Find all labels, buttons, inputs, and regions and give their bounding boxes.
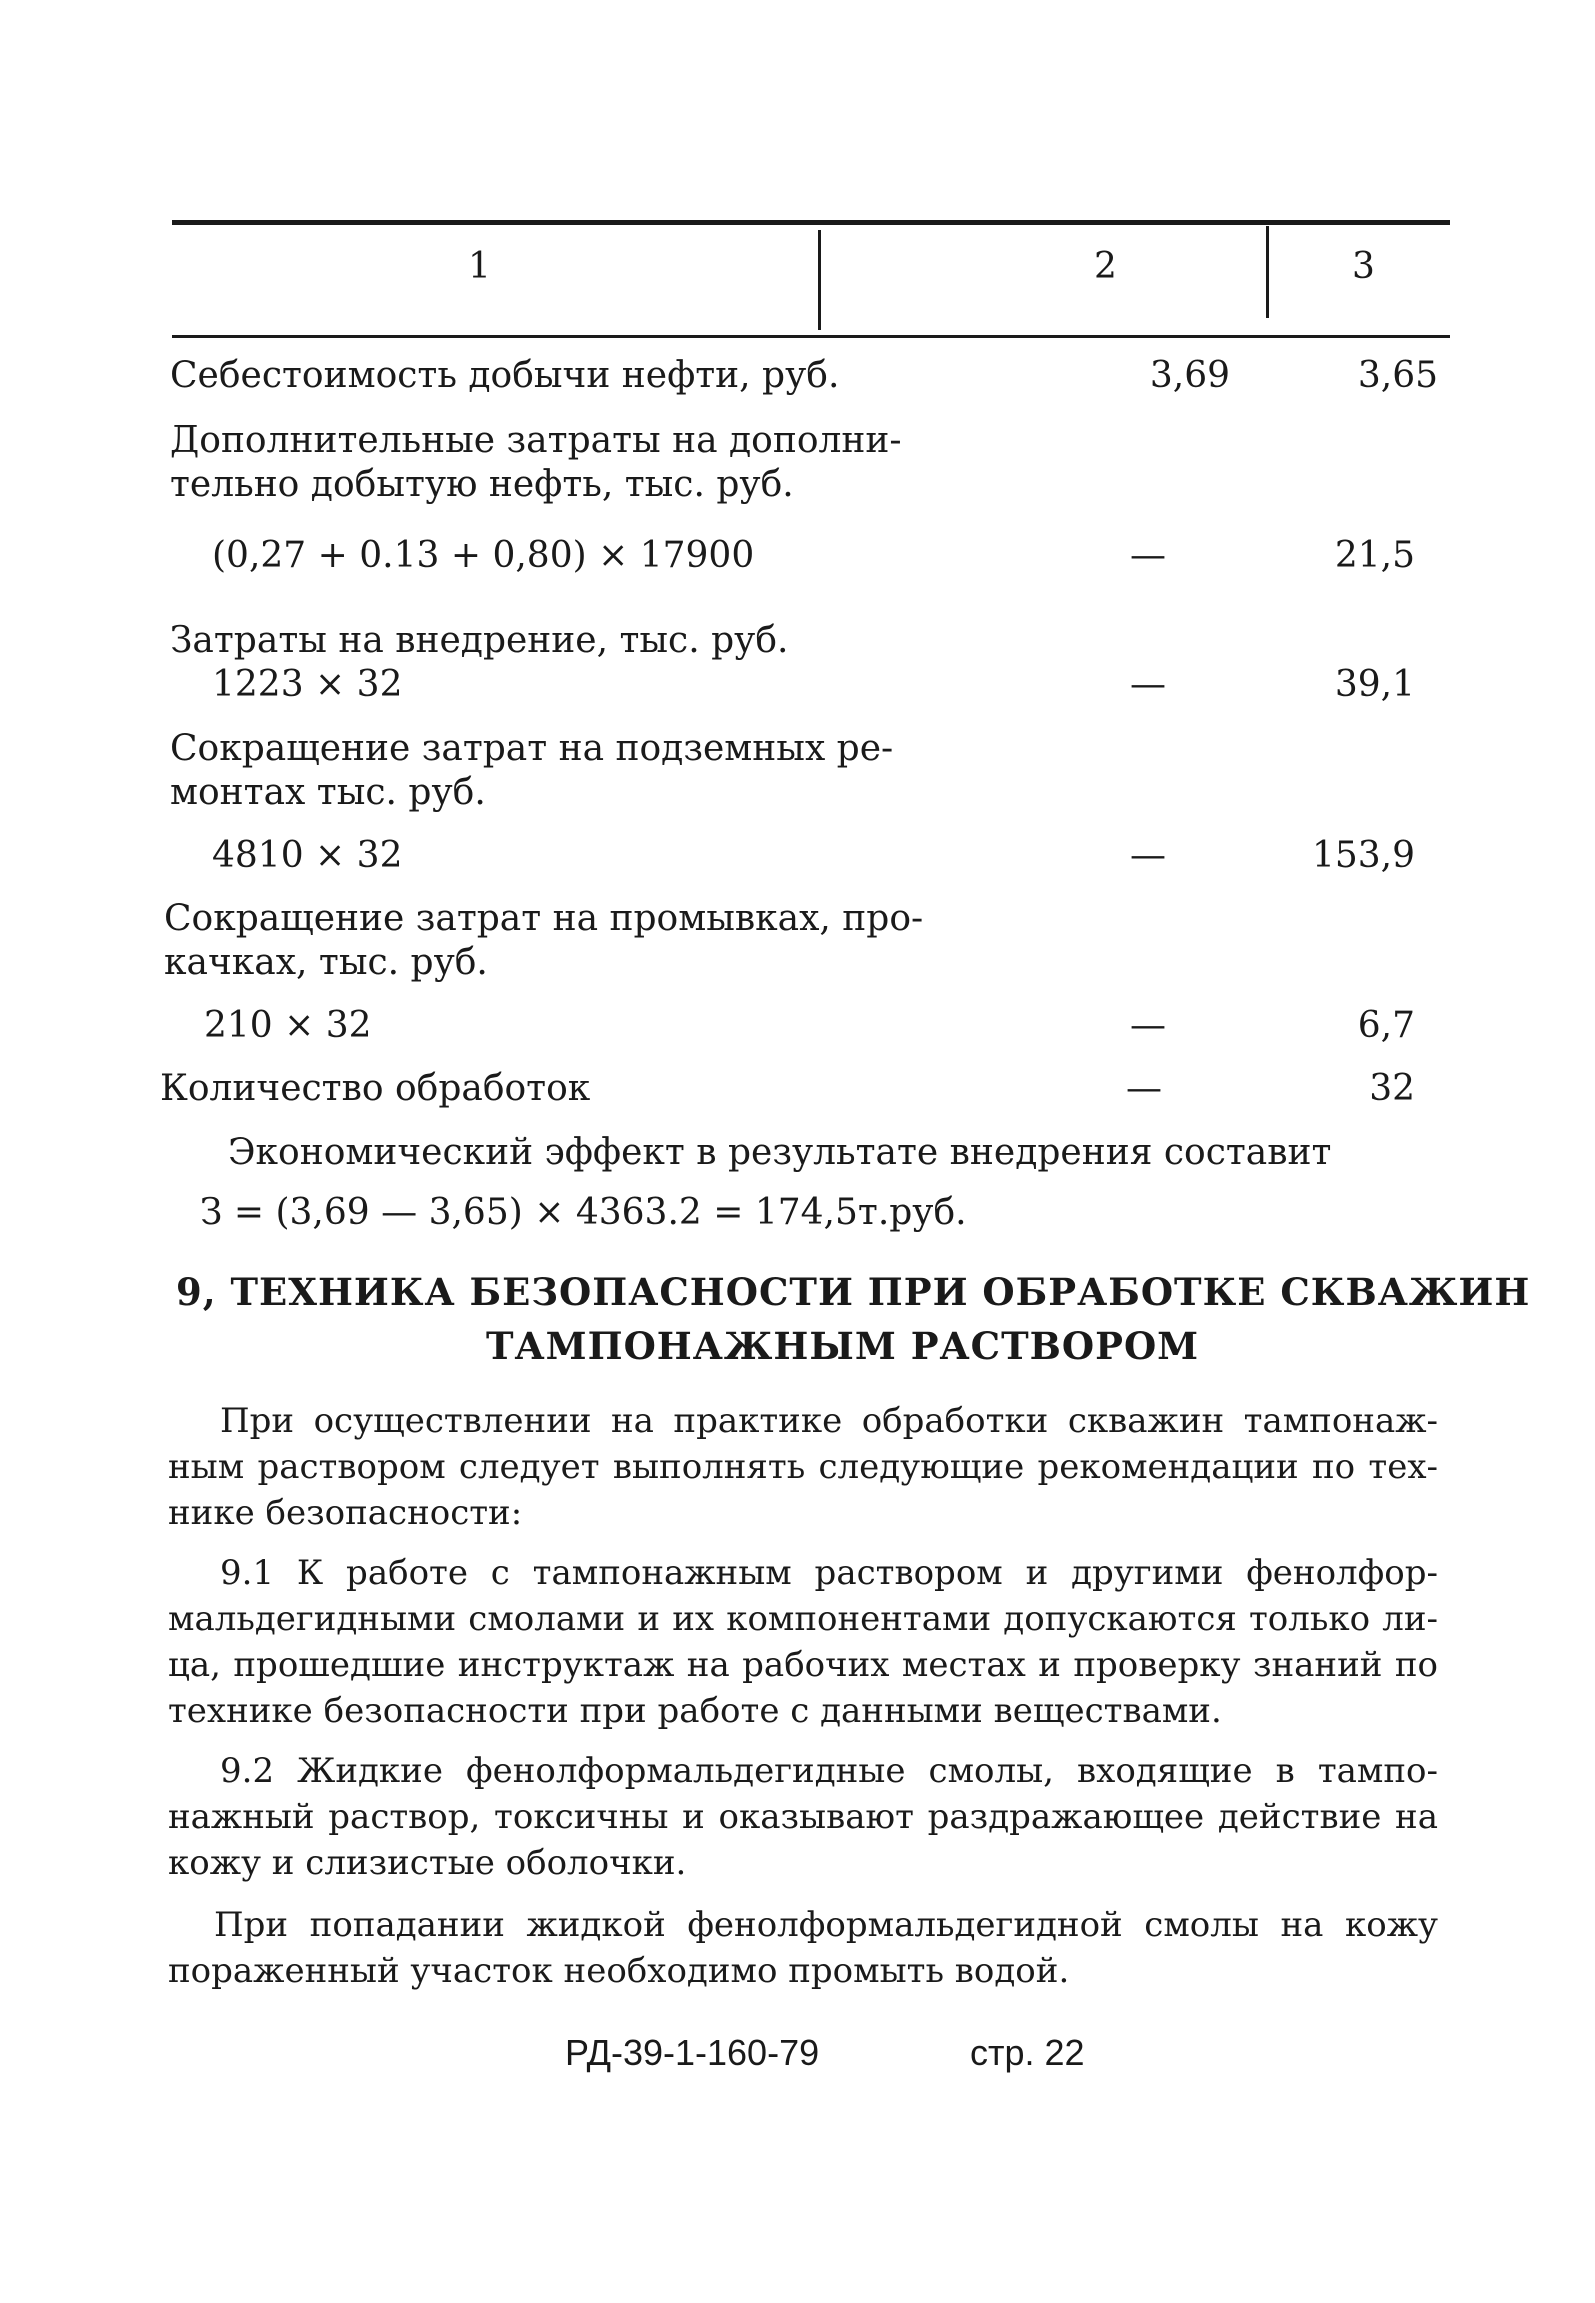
effect-formula: З = (3,69 — 3,65) × 4363.2 = 174,5т.руб.: [200, 1192, 967, 1233]
row-formula-additional: (0,27 + 0.13 + 0,80) × 17900: [212, 535, 755, 576]
paragraph-9-1: 9.1 К работе с тампонажным раствором и другими фенолфор- мальдегидными смолами и их компонентами допускаются только ли- ца, прошедшие инструктаж на рабочих местах и проверку знаний по технике безопасности при работе с данными веществами.: [168, 1553, 1438, 1731]
footer-doc-code: РД-39-1-160-79: [565, 2032, 820, 2073]
row-implementation-col3: 39,1: [1334, 664, 1415, 705]
row-repairs-col2: —: [1130, 835, 1166, 876]
row-formula-repairs: 4810 × 32: [212, 835, 403, 876]
row-cost-col3: 3,65: [1357, 355, 1438, 396]
paragraph-intro: При осуществлении на практике обработки скважин тампонаж- ным раствором следует выполнять следующие рекомендации по тех- нике безопасности:: [168, 1401, 1438, 1533]
row-repairs-col3: 153,9: [1311, 835, 1415, 876]
table-header-rule: [172, 335, 1450, 338]
row-additional-col3: 21,5: [1334, 535, 1415, 576]
row-cost-col2: 3,69: [1149, 355, 1230, 396]
effect-intro: Экономический эффект в результате внедрения составит: [228, 1132, 1332, 1173]
table-top-rule: [172, 220, 1450, 225]
table-header-col3: 3: [1352, 246, 1375, 287]
row-label-washing-line1: Сокращение затрат на промывках, про-: [164, 898, 924, 939]
table-col-divider-2: [1266, 226, 1269, 318]
row-label-washing-line2: качках, тыс. руб.: [164, 942, 488, 983]
row-washing-col2: —: [1130, 1005, 1166, 1046]
table-header-col1: 1: [468, 246, 491, 287]
row-label-repairs-line1: Сокращение затрат на подземных ре-: [170, 728, 894, 769]
section-title-line2: ТАМПОНАЖНЫМ РАСТВОРОМ: [486, 1324, 1200, 1368]
row-label-additional-line1: Дополнительные затраты на дополни-: [170, 420, 902, 461]
table-header-col2: 2: [1094, 246, 1117, 287]
row-label-repairs-line2: монтах тыс. руб.: [170, 772, 486, 813]
row-label-treatments: Количество обработок: [160, 1068, 591, 1109]
row-washing-col3: 6,7: [1357, 1005, 1415, 1046]
paragraph-9-2: 9.2 Жидкие фенолформальдегидные смолы, входящие в тампо- нажный раствор, токсичны и оказывают раздражающее действие на кожу и слизистые оболочки.: [168, 1751, 1438, 1883]
row-treatments-col3: 32: [1369, 1068, 1415, 1109]
row-label-additional-line2: тельно добытую нефть, тыс. руб.: [170, 464, 794, 505]
row-formula-washing: 210 × 32: [204, 1005, 372, 1046]
row-implementation-col2: —: [1130, 664, 1166, 705]
row-additional-col2: —: [1130, 535, 1166, 576]
footer-page-number: стр. 22: [970, 2032, 1085, 2073]
paragraph-first-aid: При попадании жидкой фенолформальдегидной смолы на кожу пораженный участок необходимо промыть водой.: [168, 1905, 1438, 1991]
row-label-cost: Себестоимость добычи нефти, руб.: [170, 355, 840, 396]
row-formula-implementation: 1223 × 32: [212, 664, 403, 705]
row-label-implementation: Затраты на внедрение, тыс. руб.: [170, 620, 789, 661]
section-title-line1: 9, ТЕХНИКА БЕЗОПАСНОСТИ ПРИ ОБРАБОТКЕ СКВАЖИН: [176, 1270, 1531, 1314]
table-col-divider-1: [818, 230, 821, 330]
row-treatments-col2: —: [1126, 1068, 1162, 1109]
